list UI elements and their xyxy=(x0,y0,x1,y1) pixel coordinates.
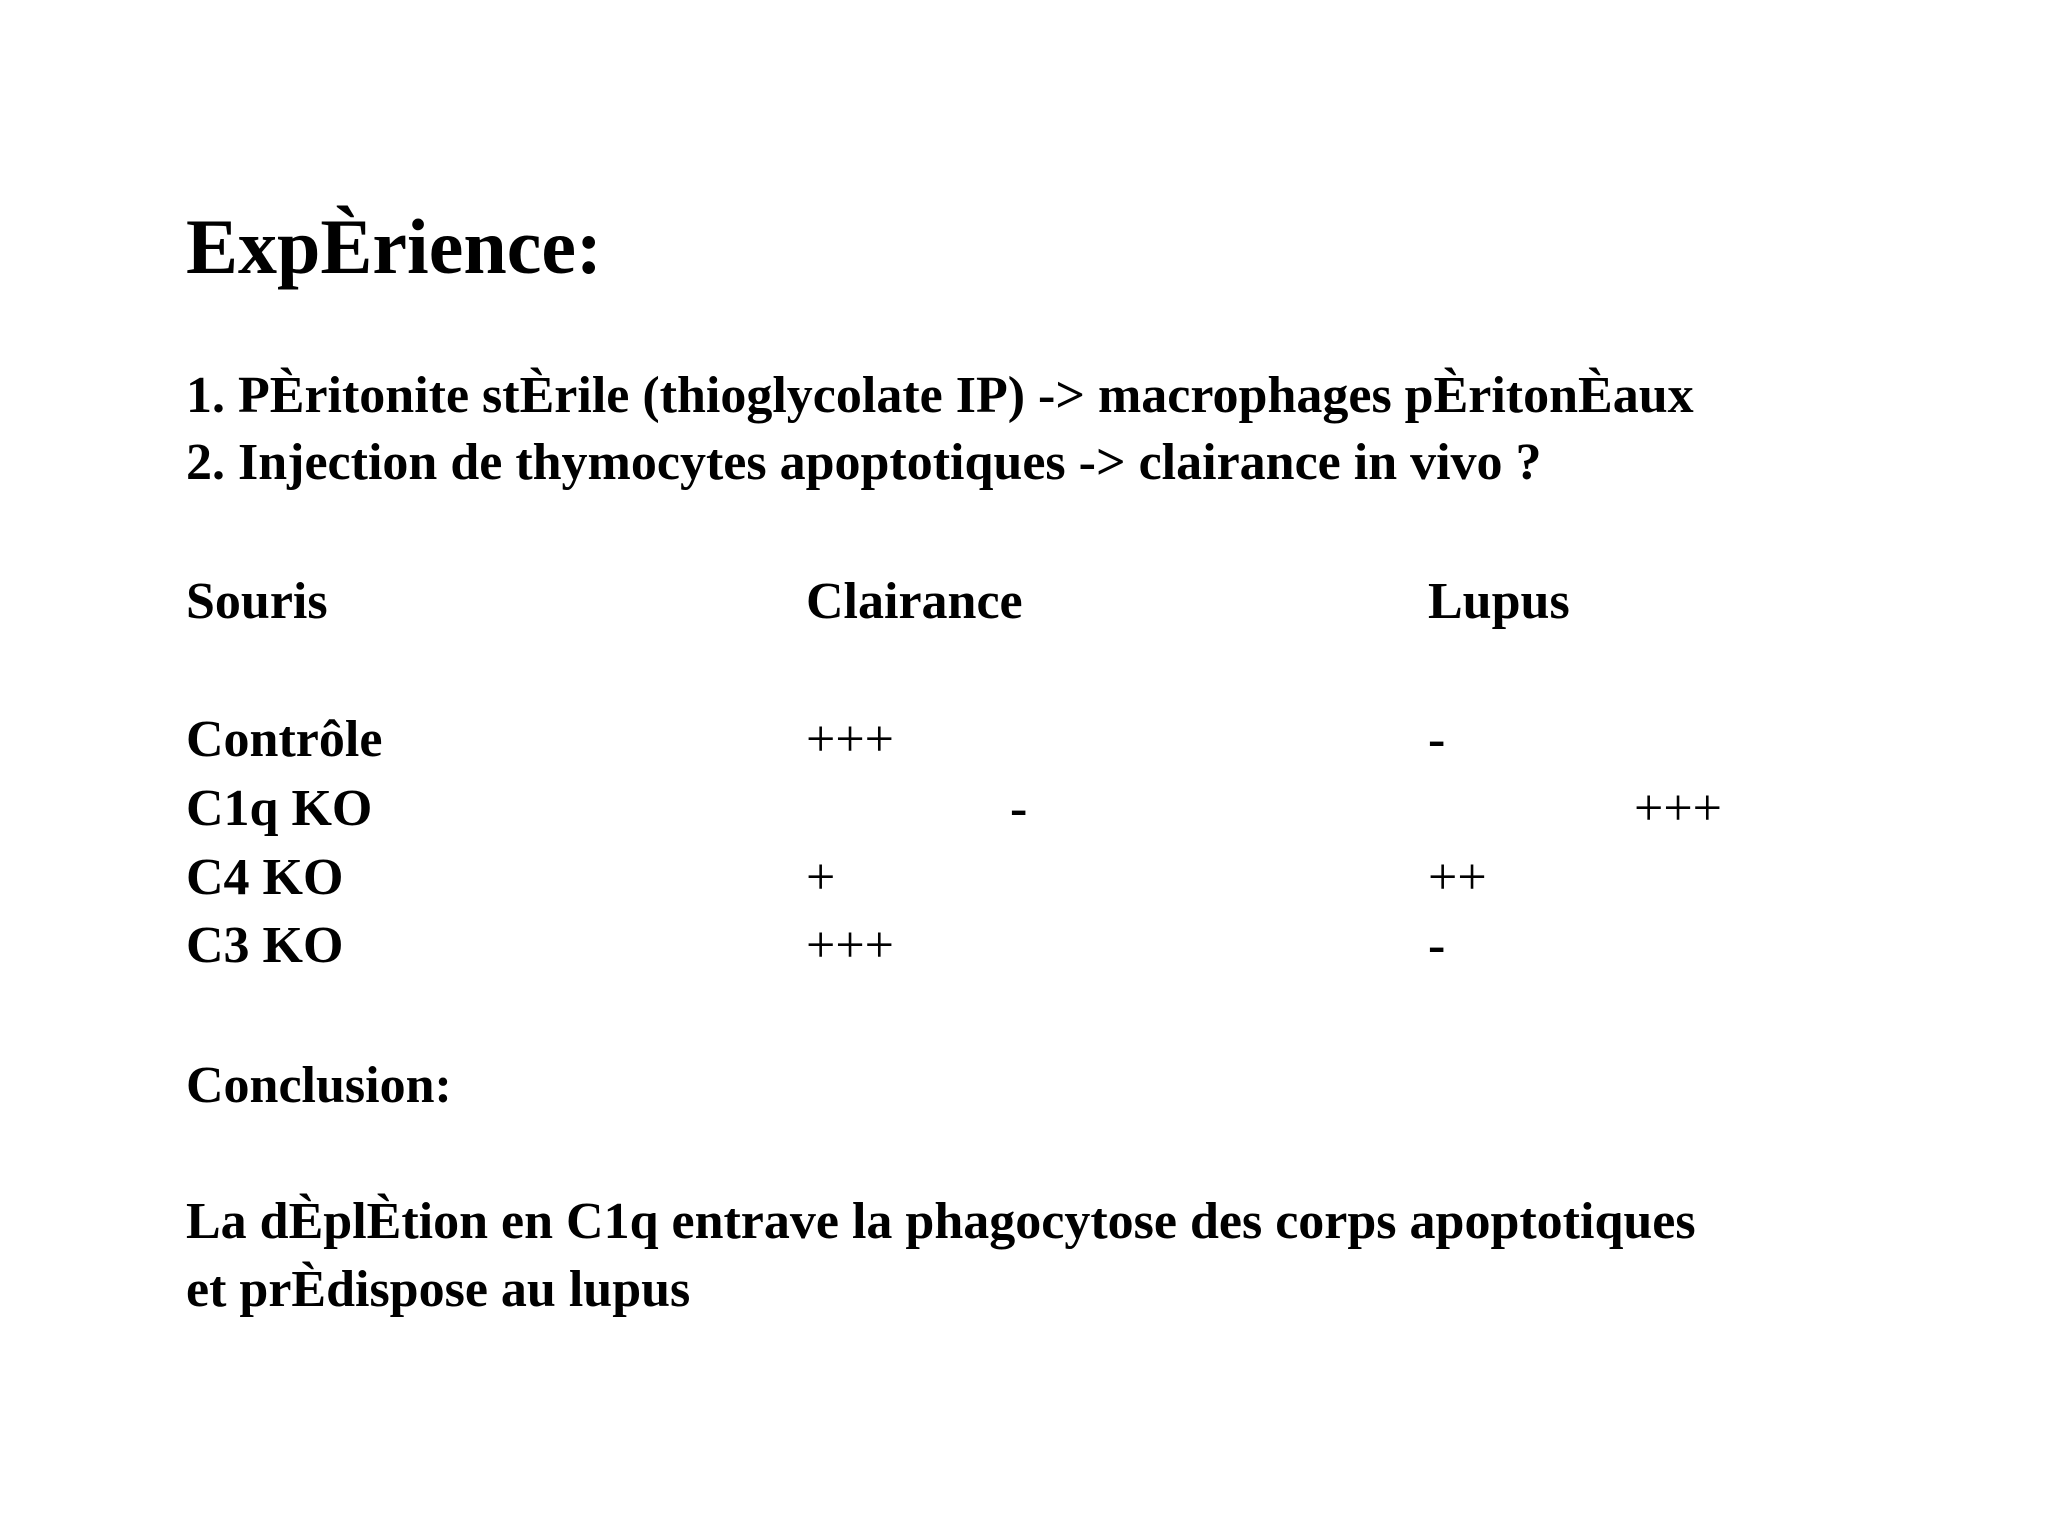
row-souris: Contrôle xyxy=(186,711,383,768)
conclusion-line-2: et prÈdispose au lupus xyxy=(186,1261,691,1318)
row-souris: C3 KO xyxy=(186,917,344,974)
row-clairance: +++ xyxy=(806,711,894,768)
row-clairance: + xyxy=(806,849,836,906)
slide-title: ExpÈrience: xyxy=(186,203,602,290)
row-clairance: - xyxy=(1010,780,1028,837)
step-1: 1. PÈritonite stÈrile (thioglycolate IP) -> macrophages pÈritonÈaux xyxy=(186,367,1694,424)
header-lupus: Lupus xyxy=(1428,573,1570,630)
row-lupus: - xyxy=(1428,711,1446,768)
row-lupus: - xyxy=(1428,917,1446,974)
conclusion-line-1: La dÈplÈtion en C1q entrave la phagocytose des corps apoptotiques xyxy=(186,1193,1696,1250)
row-lupus: ++ xyxy=(1428,849,1487,906)
row-souris: C4 KO xyxy=(186,849,344,906)
row-clairance: +++ xyxy=(806,917,894,974)
header-souris: Souris xyxy=(186,573,328,630)
step-2: 2. Injection de thymocytes apoptotiques -> clairance in vivo ? xyxy=(186,434,1542,491)
row-souris: C1q KO xyxy=(186,780,373,837)
conclusion-label: Conclusion: xyxy=(186,1057,452,1114)
row-lupus: +++ xyxy=(1634,780,1722,837)
header-clairance: Clairance xyxy=(806,573,1023,630)
